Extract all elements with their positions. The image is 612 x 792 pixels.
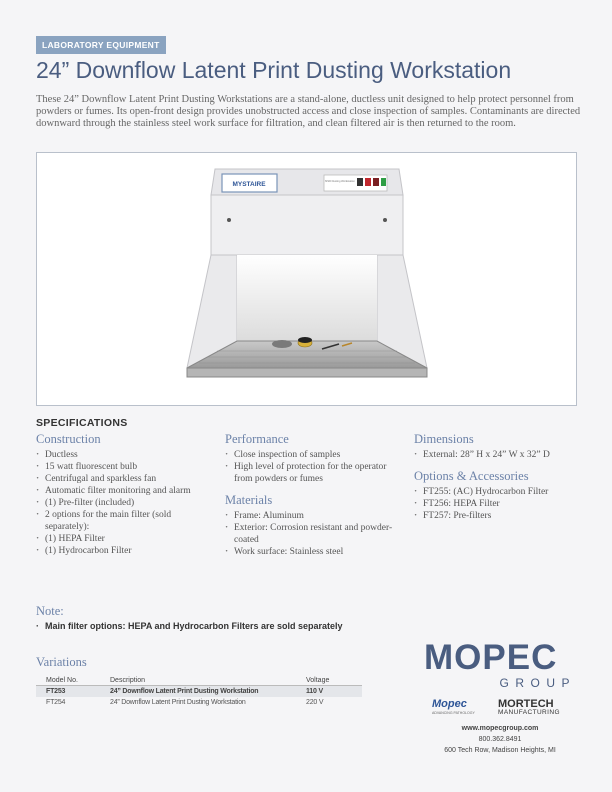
category-tag: LABORATORY EQUIPMENT bbox=[36, 36, 166, 54]
materials-list bbox=[225, 510, 400, 558]
specs-column-2 bbox=[225, 432, 400, 558]
column-header: Model No. bbox=[36, 675, 100, 686]
list-item: · Exterior: Corrosion resistant and powder-coated bbox=[225, 522, 400, 546]
dimensions-list bbox=[414, 449, 579, 461]
mopec-brand-tagline: ADVANCING PATHOLOGY bbox=[432, 711, 475, 715]
mortech-brand-subtitle: MANUFACTURING bbox=[498, 709, 560, 716]
construction-heading: Construction bbox=[36, 432, 101, 446]
column-header: Voltage bbox=[296, 675, 362, 686]
list-item: · FT256: HEPA Filter bbox=[414, 498, 579, 510]
product-photo bbox=[36, 152, 577, 406]
list-item: · Automatic filter monitoring and alarm bbox=[36, 485, 211, 497]
indicator-green bbox=[381, 178, 386, 186]
table-row bbox=[36, 697, 362, 708]
specifications-title: SPECIFICATIONS bbox=[36, 417, 128, 429]
column-header: Description bbox=[100, 675, 296, 686]
table-cell: 220 V bbox=[306, 699, 324, 706]
list-item: · High level of protection for the operator from powders or fumes bbox=[225, 461, 400, 485]
construction-list bbox=[36, 449, 211, 557]
list-item: · Close inspection of samples bbox=[225, 449, 400, 461]
list-item: · Frame: Aluminum bbox=[225, 510, 400, 522]
performance-list bbox=[225, 449, 400, 485]
mopec-group-logo: MOPEC bbox=[424, 638, 558, 677]
indicator-darkred bbox=[373, 178, 379, 186]
list-item: · (1) HEPA Filter bbox=[36, 533, 211, 545]
table-cell: FT254 bbox=[46, 699, 66, 706]
list-item: · FT255: (AC) Hydrocarbon Filter bbox=[414, 486, 579, 498]
address: 600 Tech Row, Madison Heights, MI bbox=[444, 747, 556, 754]
note-text: · Main filter options: HEPA and Hydrocarbon Filters are sold separately bbox=[36, 621, 343, 631]
specs-column-3 bbox=[414, 432, 579, 522]
list-item: · (1) Pre-filter (included) bbox=[36, 497, 211, 509]
specs-column-1 bbox=[36, 432, 211, 557]
list-item: · 2 options for the main filter (sold separately): bbox=[36, 509, 211, 533]
list-item: · Centrifugal and sparkless fan bbox=[36, 473, 211, 485]
materials-heading: Materials bbox=[225, 493, 273, 507]
variations-heading: Variations bbox=[36, 655, 87, 669]
table-header-row bbox=[36, 675, 362, 686]
options-list bbox=[414, 486, 579, 522]
list-item: · Work surface: Stainless steel bbox=[225, 546, 400, 558]
list-item: · External: 28” H x 24” W x 32” D bbox=[414, 449, 579, 461]
indicator-red bbox=[365, 178, 371, 186]
page-title: 24” Downflow Latent Print Dusting Workstation bbox=[36, 57, 512, 83]
options-heading: Options & Accessories bbox=[414, 469, 529, 483]
list-item: · 15 watt fluorescent bulb bbox=[36, 461, 211, 473]
mortech-brand-logo: MORTECH bbox=[498, 698, 554, 710]
table-cell: 110 V bbox=[296, 686, 362, 698]
variations-table bbox=[36, 675, 362, 708]
list-item: · (1) Hydrocarbon Filter bbox=[36, 545, 211, 557]
table-cell: FT253 bbox=[36, 686, 100, 698]
group-wordmark: GROUP bbox=[499, 676, 576, 690]
panel-label: MSD Dusting Workstation bbox=[325, 180, 355, 183]
table-cell: 24” Downflow Latent Print Dusting Workstation bbox=[100, 686, 296, 698]
table-row bbox=[36, 686, 362, 698]
list-item: · Ductless bbox=[36, 449, 211, 461]
indicator-dark bbox=[357, 178, 363, 186]
website-link[interactable]: www.mopecgroup.com bbox=[461, 725, 539, 732]
dimensions-heading: Dimensions bbox=[414, 432, 474, 446]
table-cell: 24” Downflow Latent Print Dusting Workstation bbox=[110, 699, 246, 706]
list-item: · FT257: Pre-filters bbox=[414, 510, 579, 522]
badge-label: MYSTAIRE bbox=[232, 181, 266, 188]
performance-heading: Performance bbox=[225, 432, 289, 446]
workstation-illustration bbox=[37, 153, 576, 405]
note-heading: Note: bbox=[36, 604, 64, 618]
phone-number: 800.362.8491 bbox=[478, 736, 522, 743]
mopec-brand-logo: Mopec bbox=[432, 698, 467, 710]
intro-paragraph: These 24” Downflow Latent Print Dusting Workstations are a stand-alone, ductless unit designed to help protect personnel from powders or fumes. Its open-front design provides unobstructed access and close inspection of samples. Contaminants are directed downward through the stainless steel work surface for filtration, and clean filtered air is then returned to the room. bbox=[36, 94, 581, 130]
